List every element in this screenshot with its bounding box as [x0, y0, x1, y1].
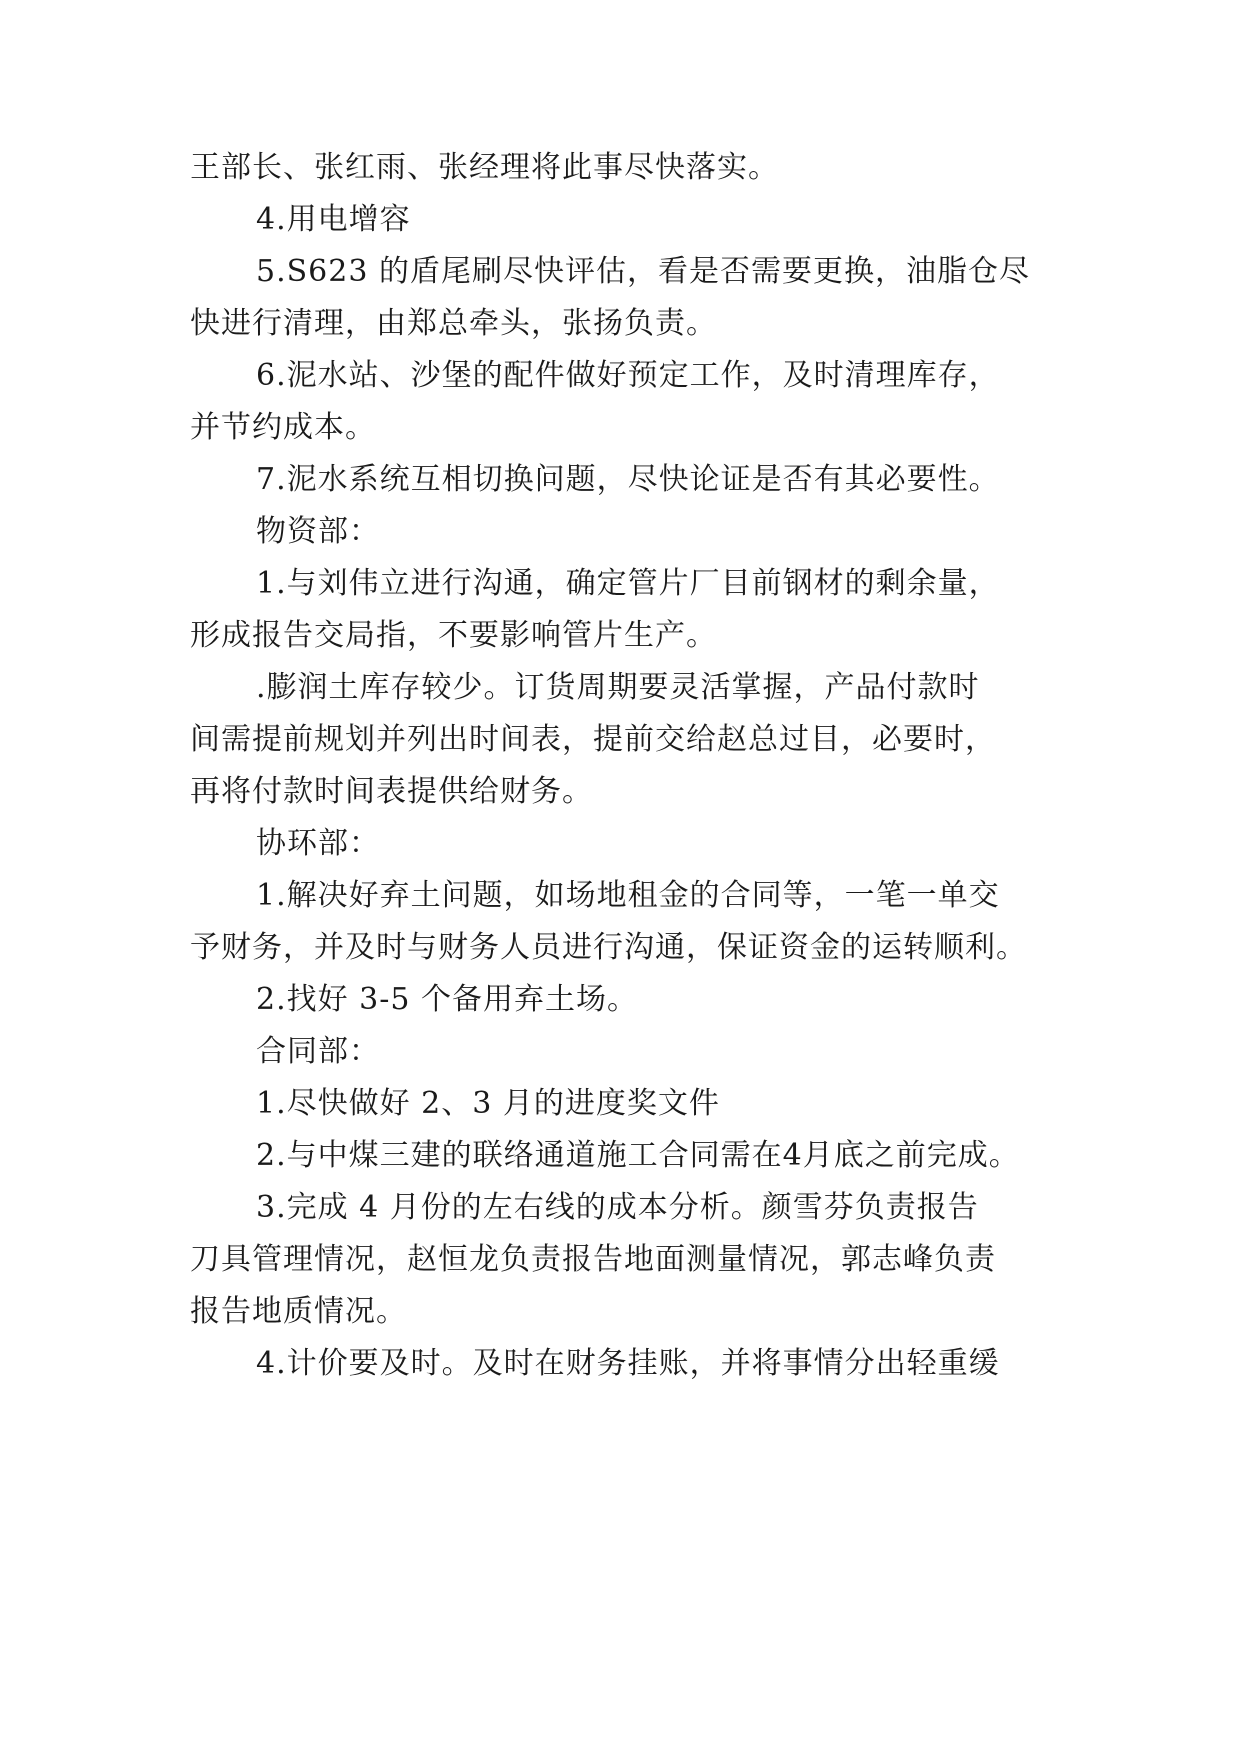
list-item: 7.泥水系统互相切换问题，尽快论证是否有其必要性。	[256, 462, 1000, 497]
section-heading: 协环部：	[256, 826, 380, 861]
list-item: 1.与刘伟立进行沟通，确定管片厂目前钢材的剩余量，	[256, 566, 1000, 601]
section-heading: 物资部：	[256, 514, 380, 549]
text-line: 王部长、张红雨、张经理将此事尽快落实。	[190, 150, 779, 185]
list-item: 2.与中煤三建的联络通道施工合同需在4月底之前完成。	[256, 1138, 1020, 1173]
text-line: 形成报告交局指，不要影响管片生产。	[190, 618, 717, 653]
text-line: 刀具管理情况，赵恒龙负责报告地面测量情况，郭志峰负责	[190, 1242, 996, 1277]
list-item: 3.完成 4 月份的左右线的成本分析。颜雪芬负责报告	[256, 1190, 979, 1225]
list-item: 4.计价要及时。及时在财务挂账，并将事情分出轻重缓	[256, 1346, 1000, 1381]
list-item: 1.尽快做好 2、3 月的进度奖文件	[256, 1086, 720, 1121]
text-line: 并节约成本。	[190, 410, 376, 445]
list-item: 4.用电增容	[256, 202, 411, 237]
text-line: 间需提前规划并列出时间表，提前交给赵总过目，必要时，	[190, 722, 996, 757]
text-line: 予财务，并及时与财务人员进行沟通，保证资金的运转顺利。	[190, 930, 1027, 965]
list-item: 2.找好 3-5 个备用弃土场。	[256, 982, 639, 1017]
text-line: 再将付款时间表提供给财务。	[190, 774, 593, 809]
list-item: 1.解决好弃土问题，如场地租金的合同等，一笔一单交	[256, 878, 1000, 913]
text-line: 快进行清理，由郑总牵头，张扬负责。	[190, 306, 717, 341]
list-item: .膨润土库存较少。订货周期要灵活掌握，产品付款时	[256, 670, 980, 705]
text-line: 报告地质情况。	[190, 1294, 407, 1329]
list-item: 5.S623 的盾尾刷尽快评估，看是否需要更换，油脂仓尽	[256, 254, 1030, 289]
section-heading: 合同部：	[256, 1034, 380, 1069]
list-item: 6.泥水站、沙堡的配件做好预定工作，及时清理库存，	[256, 358, 1000, 393]
